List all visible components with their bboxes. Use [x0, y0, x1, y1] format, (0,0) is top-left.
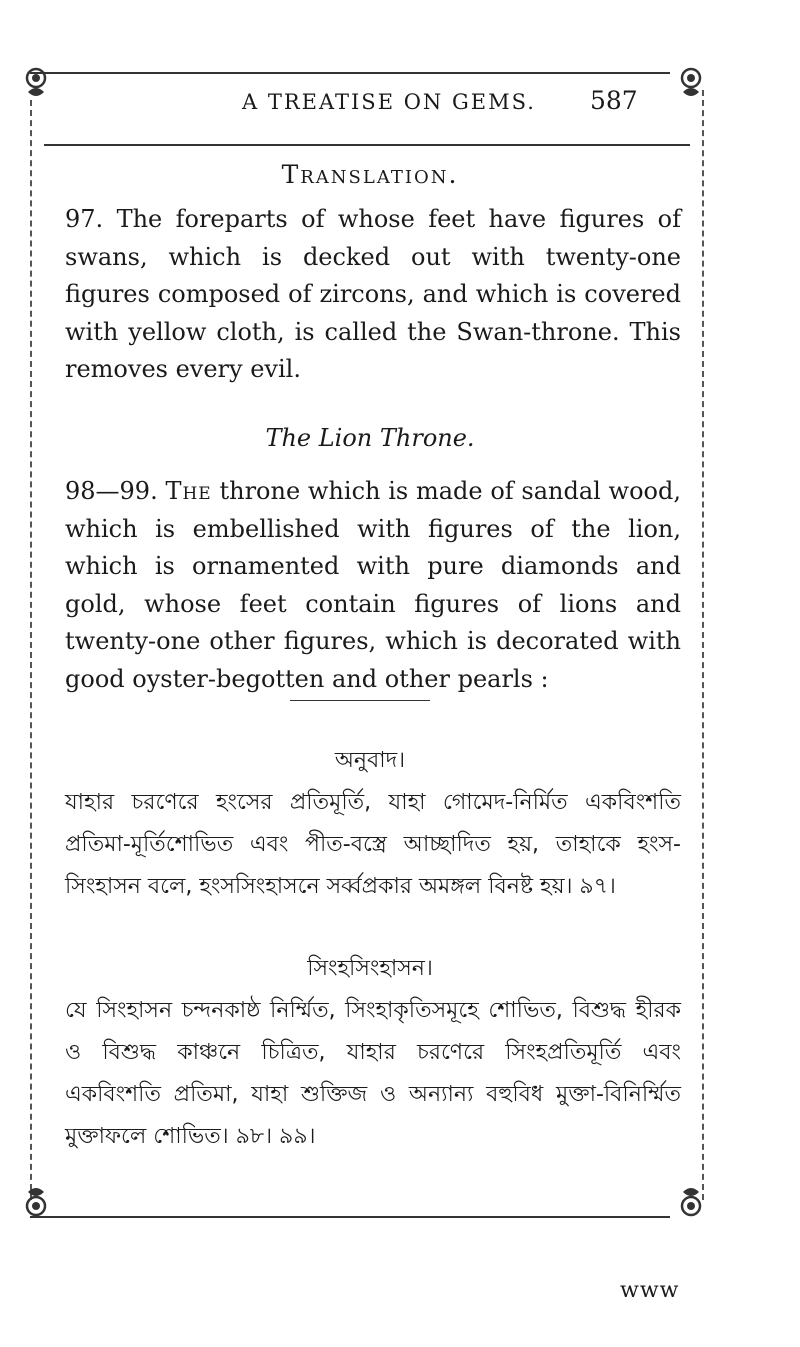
- page-border-right: [702, 90, 706, 1200]
- ornament-corner-icon: [665, 64, 705, 104]
- verse-lead-word: The: [165, 477, 212, 505]
- signature-mark: www: [620, 1278, 680, 1303]
- bengali-heading: অনুবাদ।: [334, 748, 406, 773]
- section-divider: [290, 700, 430, 701]
- page-border-bottom: [30, 1208, 670, 1218]
- ornament-corner-icon: [22, 1180, 62, 1220]
- page-number: 587: [590, 86, 638, 115]
- header-rule: [44, 144, 690, 146]
- paragraph-97: [65, 201, 681, 389]
- bengali-paragraph: যে সিংহাসন চন্দনকাষ্ঠ নির্ম্মিত, সিংহাকৃতিসমূহে শোভিত, বিশুদ্ধ হীরক ও বিশুদ্ধ কাঞ্চনে চিত্রিত, যাহার চরণেরে সিংহপ্রতিমূর্তি এবং একবিংশতি প্রতিমা, যাহা শুক্তিজ ও অন্যান্য বহুবিধ মুক্তা-বিনির্ম্মিত মুক্তাফলে শোভিত। ৯৮। ৯৯।: [65, 998, 681, 1149]
- ornament-corner-icon: [22, 64, 62, 104]
- running-head: [100, 84, 660, 124]
- verse-text: throne which is made of sandal wood, which is embellished with figures of the lion, which is ornamented with pure diamonds and gold, whose feet contain figures of lions and twenty-one other figures, which is decorated with good oyster-begotten and other pearls :: [65, 477, 681, 693]
- section-heading: Translation.: [281, 160, 459, 189]
- verse-number: 97.: [65, 205, 104, 233]
- page-border-top: [30, 72, 670, 82]
- verse-number: 98—99.: [65, 477, 158, 505]
- page-border-left: [30, 100, 34, 1200]
- bengali-paragraph: যাহার চরণেরে হংসের প্রতিমূর্তি, যাহা গোমেদ-নির্মিত একবিংশতি প্রতিমা-মূর্তিশোভিত এবং পীত-বস্ত্রে আচ্ছাদিত হয়, তাহাকে হংস-সিংহাসন বলে, হংসসিংহাসনে সর্ব্বপ্রকার অমঙ্গল বিনষ্ট হয়। ৯৭।: [65, 790, 681, 899]
- running-title: A TREATISE ON GEMS.: [242, 90, 536, 114]
- bengali-heading: সিংহসিংহাসন।: [307, 956, 433, 981]
- subheading: The Lion Throne.: [265, 424, 475, 452]
- ornament-corner-icon: [665, 1180, 705, 1220]
- verse-text: The foreparts of whose feet have figures of swans, which is decked out with twenty-one figures composed of zircons, and which is covered with yellow cloth, is called the Swan-throne. This removes every evil.: [65, 205, 681, 383]
- paragraph-98-99: [65, 473, 681, 698]
